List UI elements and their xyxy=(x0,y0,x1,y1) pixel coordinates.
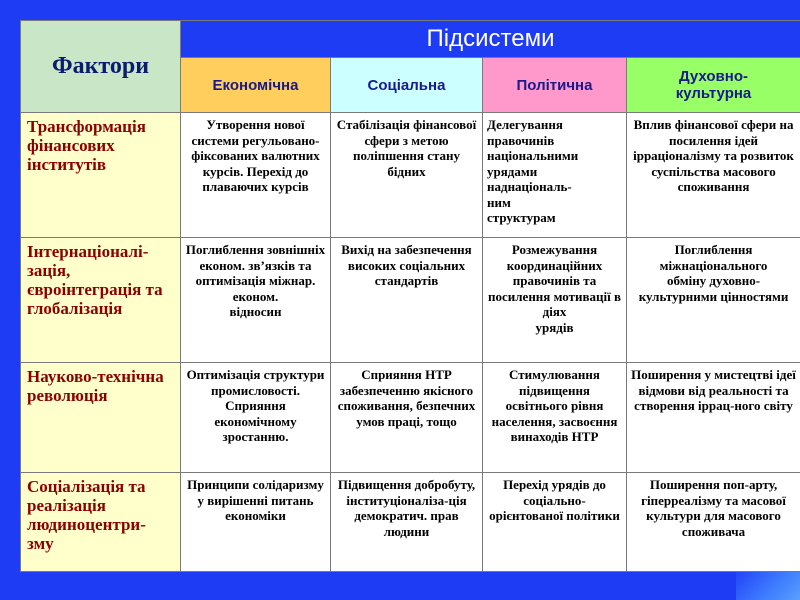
header-subsystems: Підсистеми xyxy=(181,21,800,58)
table-row xyxy=(21,473,800,572)
cell-economic: Поглиблення зовнішніх економ. зв’язків та оптимізація міжнар. економ. відносин xyxy=(181,238,331,363)
col-header-political: Політична xyxy=(483,58,627,113)
cell-spiritual: Поширення у мистецтві ідеї відмови від реальності та створення іррац-ного світу xyxy=(627,363,800,473)
col-header-social: Соціальна xyxy=(331,58,483,113)
factor-label: Науково-технічна революція xyxy=(21,363,181,473)
col-header-economic: Економічна xyxy=(181,58,331,113)
factor-label: Соціалізація та реалізація людиноцентри- зму xyxy=(21,473,181,572)
cell-social: Підвищення добробуту, інституціоналіза-ція демократич. прав людини xyxy=(331,473,483,572)
table-row xyxy=(21,238,800,363)
cell-political: Перехід урядів до соціально-орієнтованої політики xyxy=(483,473,627,572)
cell-political: Делегування правочинів національними урядами наднаціональ- ним структурам xyxy=(483,113,627,238)
cell-economic: Принципи солідаризму у вирішенні питань економіки xyxy=(181,473,331,572)
table-row xyxy=(21,113,800,238)
cell-social: Вихід на забезпечення високих соціальних стандартів xyxy=(331,238,483,363)
factor-label: Трансформація фінансових інститутів xyxy=(21,113,181,238)
cell-social: Стабілізація фінансової сфери з метою поліпшення стану бідних xyxy=(331,113,483,238)
cell-economic: Оптимізація структури промисловості. Сприяння економічному зростанню. xyxy=(181,363,331,473)
cell-social: Сприяння НТР забезпеченню якісного споживання, безпечних умов праці, тощо xyxy=(331,363,483,473)
table-row xyxy=(21,363,800,473)
cell-spiritual: Вплив фінансової сфери на посилення ідей ірраціоналізму та розвиток суспільства масового споживання xyxy=(627,113,800,238)
header-factors: Фактори xyxy=(21,21,181,113)
cell-economic: Утворення нової системи регульовано-фіксованих валютних курсів. Перехід до плаваючих курсів xyxy=(181,113,331,238)
factors-subsystems-table xyxy=(20,20,800,572)
cell-spiritual: Поширення поп-арту, гіперреалізму та масової культури для масового споживача xyxy=(627,473,800,572)
factor-label: Інтернаціоналі-зація, євроінтеграція та глобалізація xyxy=(21,238,181,363)
col-header-spiritual: Духовно- культурна xyxy=(627,58,800,113)
cell-spiritual: Поглиблення міжнаціонального обміну духовно-культурними цінностями xyxy=(627,238,800,363)
cell-political: Стимулювання підвищення освітнього рівня населення, засвоєння винаходів НТР xyxy=(483,363,627,473)
cell-political: Розмежування координаційних правочинів та посилення мотивації в діях урядів xyxy=(483,238,627,363)
